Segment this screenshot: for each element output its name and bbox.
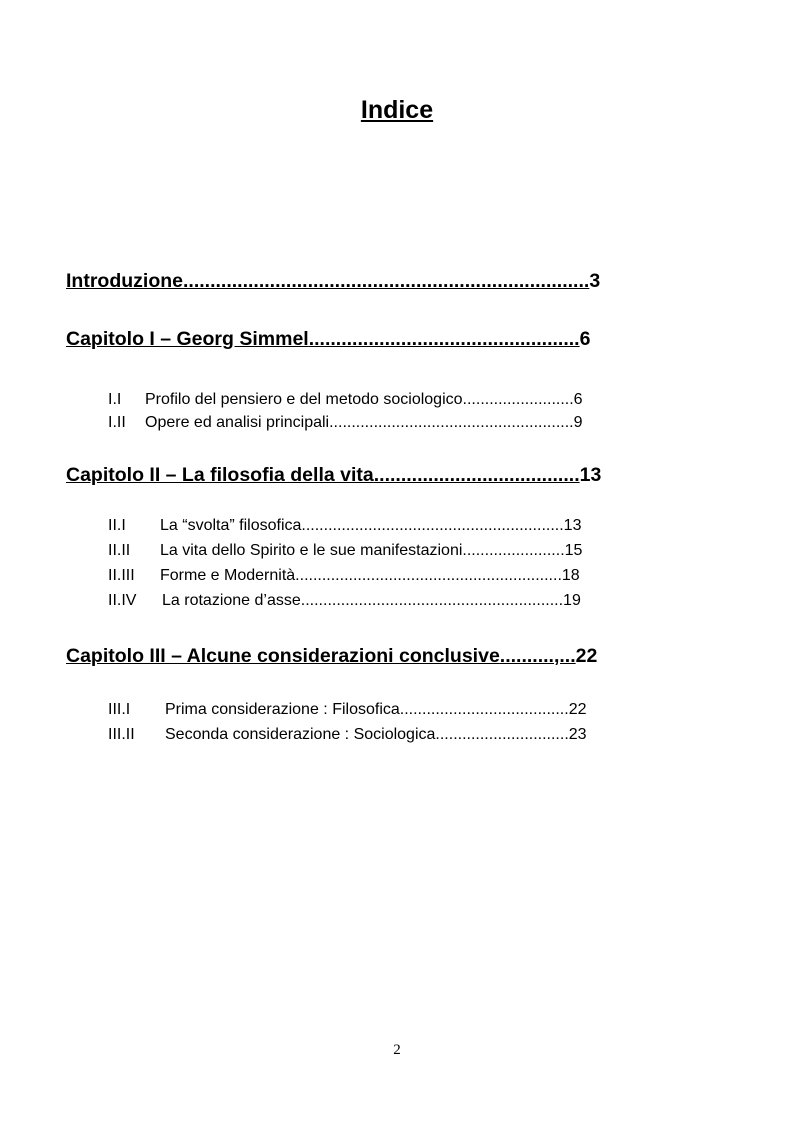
entry-page: 13 bbox=[579, 464, 602, 486]
entry-text: Capitolo III – Alcune considerazioni conclusive bbox=[66, 645, 500, 667]
entry-text: Capitolo II – La filosofia della vita bbox=[66, 464, 374, 486]
entry-page: 6 bbox=[579, 328, 591, 350]
entry-page: 6 bbox=[573, 391, 583, 408]
toc-subentry-2-4 bbox=[108, 593, 581, 609]
entry-text: Introduzione bbox=[66, 270, 183, 292]
entry-dots: ............................................................ bbox=[295, 567, 562, 584]
entry-text: La vita dello Spirito e le sue manifestazioni bbox=[160, 542, 463, 559]
entry-dots: .............................. bbox=[435, 726, 569, 743]
entry-dots: .................................................. bbox=[308, 328, 580, 350]
entry-number: I.II bbox=[108, 414, 126, 431]
entry-number: III.II bbox=[108, 726, 135, 743]
toc-subentry-3-2 bbox=[108, 727, 587, 743]
entry-text: Profilo del pensiero e del metodo sociologico bbox=[145, 391, 463, 408]
toc-entry-capitolo-3 bbox=[66, 647, 597, 667]
entry-text: La rotazione d’asse bbox=[162, 592, 301, 609]
entry-dots: ........................................................... bbox=[300, 592, 564, 609]
entry-number: II.IV bbox=[108, 592, 137, 609]
entry-text: Opere ed analisi principali bbox=[145, 414, 330, 431]
toc-entry-introduzione bbox=[66, 272, 600, 292]
toc-entry-label bbox=[66, 328, 580, 350]
toc-subentry-2-3 bbox=[108, 568, 580, 584]
toc-subentry-3-1 bbox=[108, 702, 586, 718]
entry-text: Capitolo I – Georg Simmel bbox=[66, 328, 309, 350]
entry-dots: ..........,... bbox=[499, 645, 576, 667]
entry-page: 9 bbox=[573, 414, 583, 431]
page-number: 2 bbox=[393, 1042, 401, 1058]
entry-page: 23 bbox=[568, 726, 587, 743]
entry-dots: ....................................................... bbox=[329, 414, 574, 431]
entry-number: I.I bbox=[108, 391, 122, 408]
entry-dots: ...................................... bbox=[373, 464, 580, 486]
entry-page: 13 bbox=[563, 517, 582, 534]
entry-number: II.II bbox=[108, 542, 131, 559]
toc-subentry-1-1 bbox=[108, 392, 583, 408]
toc-entry-label bbox=[66, 464, 580, 486]
entry-page: 15 bbox=[564, 542, 583, 559]
toc-entry-capitolo-1 bbox=[66, 330, 590, 350]
toc-entry-label bbox=[66, 645, 576, 667]
page-title: Indice bbox=[360, 96, 434, 124]
entry-number: II.III bbox=[108, 567, 135, 584]
entry-text: Seconda considerazione : Sociologica bbox=[165, 726, 436, 743]
entry-dots: ...................................... bbox=[399, 701, 569, 718]
toc-subentry-2-1 bbox=[108, 518, 581, 534]
entry-number: II.I bbox=[108, 517, 126, 534]
entry-text: Prima considerazione : Filosofica bbox=[165, 701, 400, 718]
entry-number: III.I bbox=[108, 701, 131, 718]
entry-page: 3 bbox=[589, 270, 601, 292]
toc-subentry-2-2 bbox=[108, 543, 582, 559]
toc-entry-capitolo-2 bbox=[66, 466, 601, 486]
entry-dots: ........................................................................... bbox=[182, 270, 590, 292]
entry-text: La “svolta” filosofica bbox=[160, 517, 302, 534]
entry-page: 19 bbox=[563, 592, 581, 609]
entry-dots: ........................................................... bbox=[301, 517, 564, 534]
entry-text: Forme e Modernità bbox=[160, 567, 296, 584]
entry-dots: ......................... bbox=[462, 391, 574, 408]
entry-dots: ....................... bbox=[462, 542, 565, 559]
toc-entry-label bbox=[66, 270, 589, 292]
toc-subentry-1-2 bbox=[108, 415, 583, 431]
entry-page: 18 bbox=[561, 567, 580, 584]
entry-page: 22 bbox=[568, 701, 587, 718]
entry-page: 22 bbox=[575, 645, 598, 667]
